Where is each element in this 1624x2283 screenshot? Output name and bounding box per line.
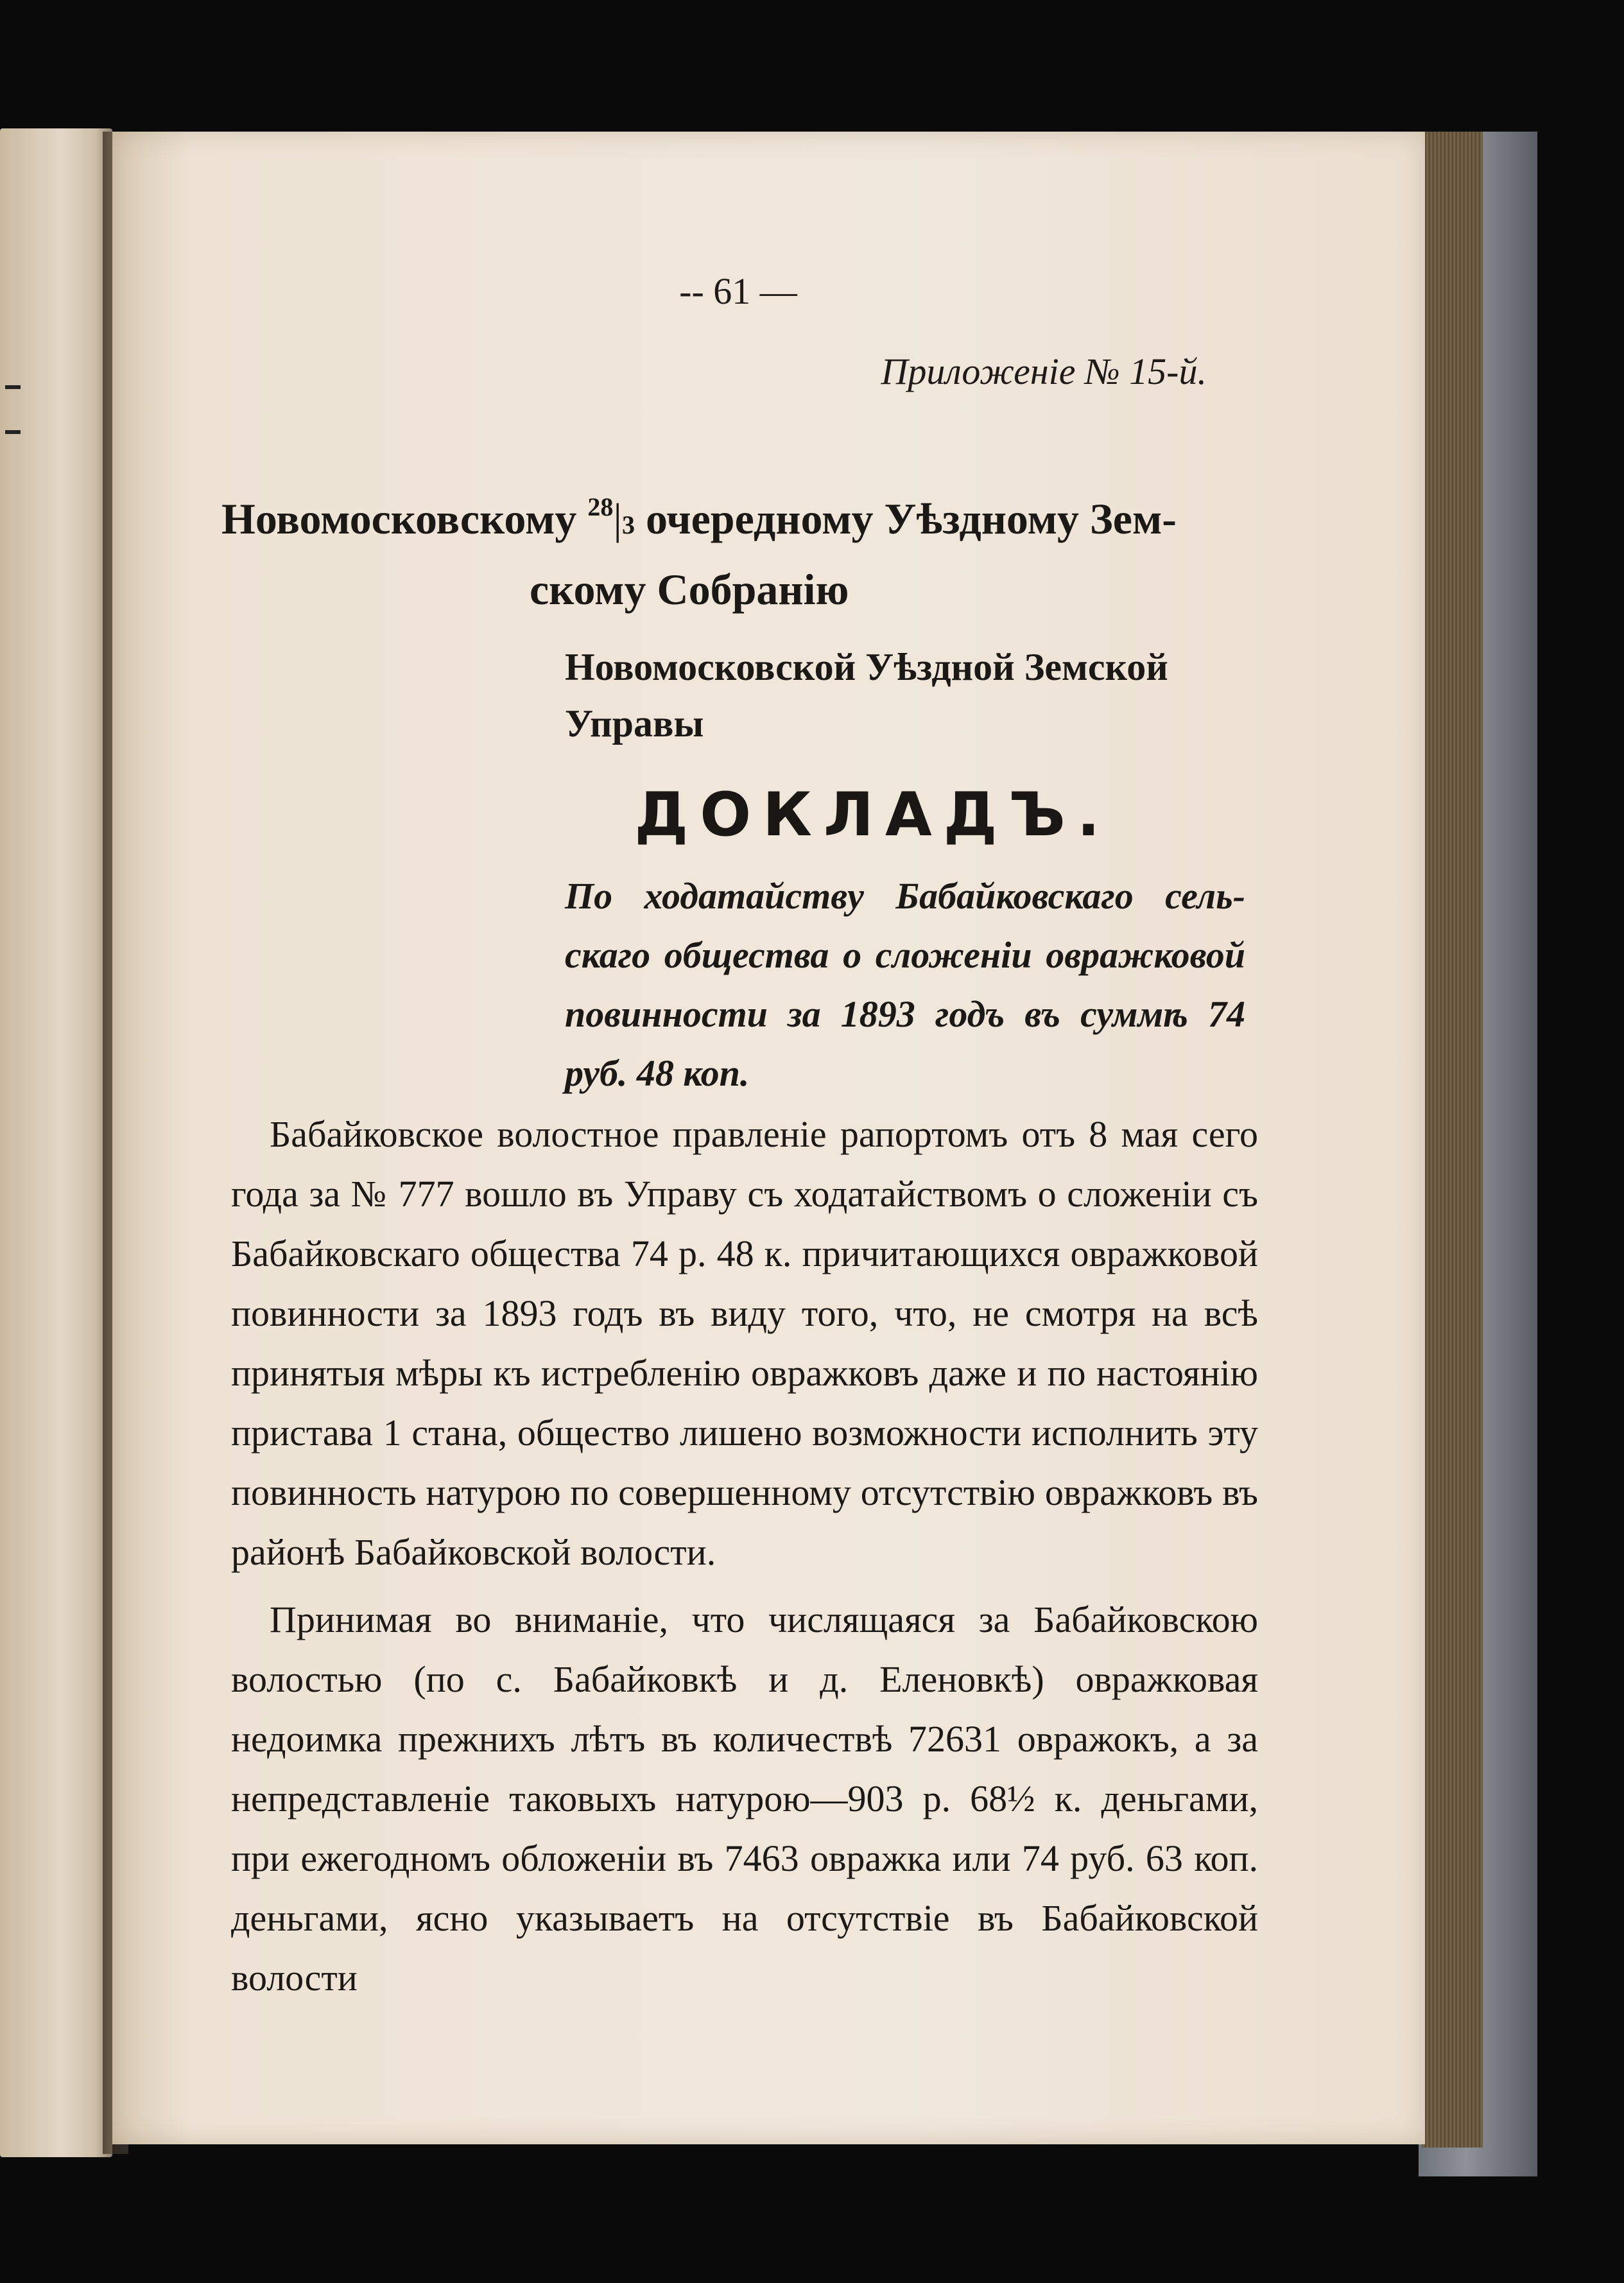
addressee-before: Новомосковскому (221, 494, 577, 543)
addressee-after: очередному Уѣздному Зем- (646, 494, 1177, 543)
report-subject: По ходатайству Бабайковскаго сель-скаго общества о сложеніи овражковой повинности за 1893 годъ въ суммѣ 74 руб. 48 коп. (565, 875, 1245, 1094)
appendix-label: Приложеніе № 15-й. (881, 351, 1207, 392)
from-authority: Новомосковской Уѣздной Земской Управы (565, 646, 1168, 745)
margin-mark (5, 430, 21, 434)
session-number: 28 (587, 492, 614, 521)
body-paragraph-2: Принимая во вниманіе, что числящаяся за Бабайковскою волостью (по с. Бабайковкѣ и д. Еленовкѣ) овражковая недоимка прежнихъ лѣтъ въ количествѣ 72631 овражокъ, а за непредставленіе таковыхъ натурою—903 р. 68½ к. деньгами, при ежегодномъ обложеніи въ 7463 овражка или 74 руб. 63 коп. деньгами, ясно указываетъ на отсутствіе въ Бабайковской волости (231, 1599, 1258, 1999)
page-block-edges (1422, 132, 1483, 2148)
session-denominator: 3 (622, 510, 635, 539)
page-number: -- 61 — (679, 270, 797, 312)
document-heading: ДОКЛАДЪ. (634, 780, 1112, 850)
body-paragraph-1: Бабайковское волостное правленіе рапортомъ отъ 8 мая сего года за № 777 вошло въ Управу съ ходатайствомъ о сложеніи съ Бабайковскаго общества 74 р. 48 к. причитающихся овражковой повинности за 1893 годъ въ виду того, что, не смотря на всѣ принятыя мѣры къ истребленію овражковъ даже и по настоянію пристава 1 стана, общество лишено возможности исполнить эту повинность натурою по совершенному отсутствію овражковъ въ районѣ Бабайковской волости. (231, 1113, 1258, 1573)
report-body (231, 1104, 1258, 2008)
margin-mark (5, 385, 21, 389)
addressee-line2: скому Собранію (530, 565, 849, 614)
addressee-heading: Новомосковскому $^{28}$|3 очередному Уѣздному Зем- скому Собранію (221, 475, 1248, 621)
left-page-edge (0, 128, 112, 2157)
